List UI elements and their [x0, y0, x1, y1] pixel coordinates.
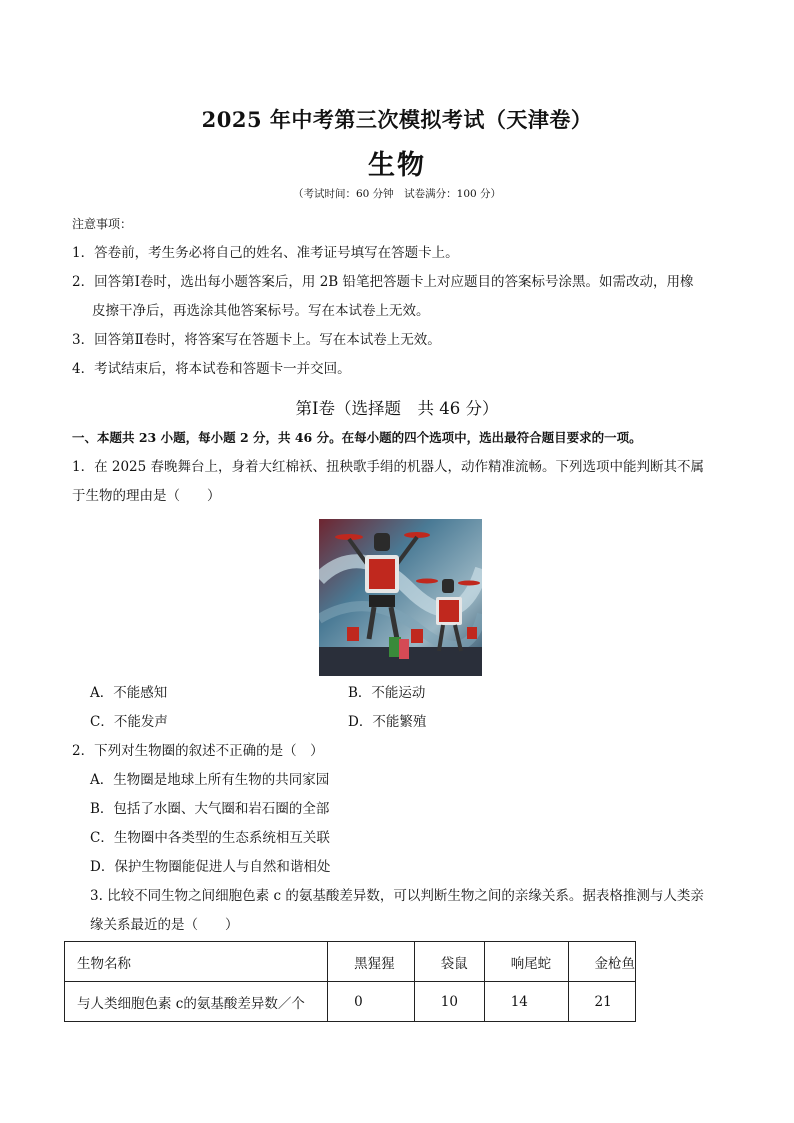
q1-option-c[interactable]: C．不能发声	[90, 714, 168, 730]
note-item: 2．回答第Ⅰ卷时，选出每小题答案后，用 2B 铅笔把答题卡上对应题目的答案标号涂黑。如需改动，用橡	[72, 274, 694, 290]
q1-option-b[interactable]: B．不能运动	[348, 685, 426, 701]
table-cell: 14	[484, 982, 568, 1022]
q3-stem-cont: 缘关系最近的是（ ）	[90, 917, 239, 933]
table-header-row	[65, 942, 636, 982]
robot-dance-photo	[319, 519, 482, 676]
q2-option-d[interactable]: D．保护生物圈能促进人与自然和谐相处	[90, 859, 331, 875]
q1-stem-cont: 于生物的理由是（ ）	[72, 488, 221, 504]
table-cell: 响尾蛇	[484, 942, 568, 982]
note-item: 皮擦干净后，再选涂其他答案标号。写在本试卷上无效。	[92, 303, 430, 319]
q3-stem: 3. 比较不同生物之间细胞色素 c 的氨基酸差异数，可以判断生物之间的亲缘关系。据表格推测与人类亲	[90, 888, 704, 904]
table-cell: 21	[568, 982, 636, 1022]
table-cell: 0	[328, 982, 415, 1022]
q2-stem: 2．下列对生物圈的叙述不正确的是（ ）	[72, 743, 324, 759]
section-instruction: 一、本题共 23 小题，每小题 2 分，共 46 分。在每小题的四个选项中，选出最符合题目要求的一项。	[72, 430, 642, 445]
table-cell: 黑猩猩	[328, 942, 415, 982]
note-item: 4．考试结束后，将本试卷和答题卡一并交回。	[72, 361, 351, 377]
notes-heading: 注意事项：	[72, 217, 133, 231]
q2-option-a[interactable]: A．生物圈是地球上所有生物的共同家园	[90, 772, 330, 788]
note-item: 1．答卷前，考生务必将自己的姓名、准考证号填写在答题卡上。	[72, 245, 459, 261]
section-title: 第Ⅰ卷（选择题 共 46 分）	[295, 399, 499, 418]
q2-option-c[interactable]: C．生物圈中各类型的生态系统相互关联	[90, 830, 330, 846]
q3-table	[64, 941, 636, 1022]
subject-title: 生物	[368, 150, 426, 181]
table-cell: 生物名称	[65, 942, 328, 982]
q1-stem: 1．在 2025 春晚舞台上，身着大红棉袄、扭秧歌手绢的机器人，动作精准流畅。下列选项中能判断其不属	[72, 459, 705, 475]
q1-option-d[interactable]: D．不能繁殖	[348, 714, 427, 730]
q1-option-a[interactable]: A．不能感知	[90, 685, 168, 701]
exam-info: （考试时间：60 分钟 试卷满分：100 分）	[292, 188, 502, 200]
q2-option-b[interactable]: B．包括了水圈、大气圈和岩石圈的全部	[90, 801, 330, 817]
table-cell: 袋鼠	[414, 942, 484, 982]
table-cell: 与人类细胞色素 c的氨基酸差异数／个	[65, 982, 328, 1022]
note-item: 3．回答第Ⅱ卷时，将答案写在答题卡上。写在本试卷上无效。	[72, 332, 441, 348]
table-row	[65, 982, 636, 1022]
exam-title: 2025 年中考第三次模拟考试（天津卷）	[201, 107, 593, 132]
table-cell: 10	[414, 982, 484, 1022]
table-cell: 金枪鱼	[568, 942, 636, 982]
